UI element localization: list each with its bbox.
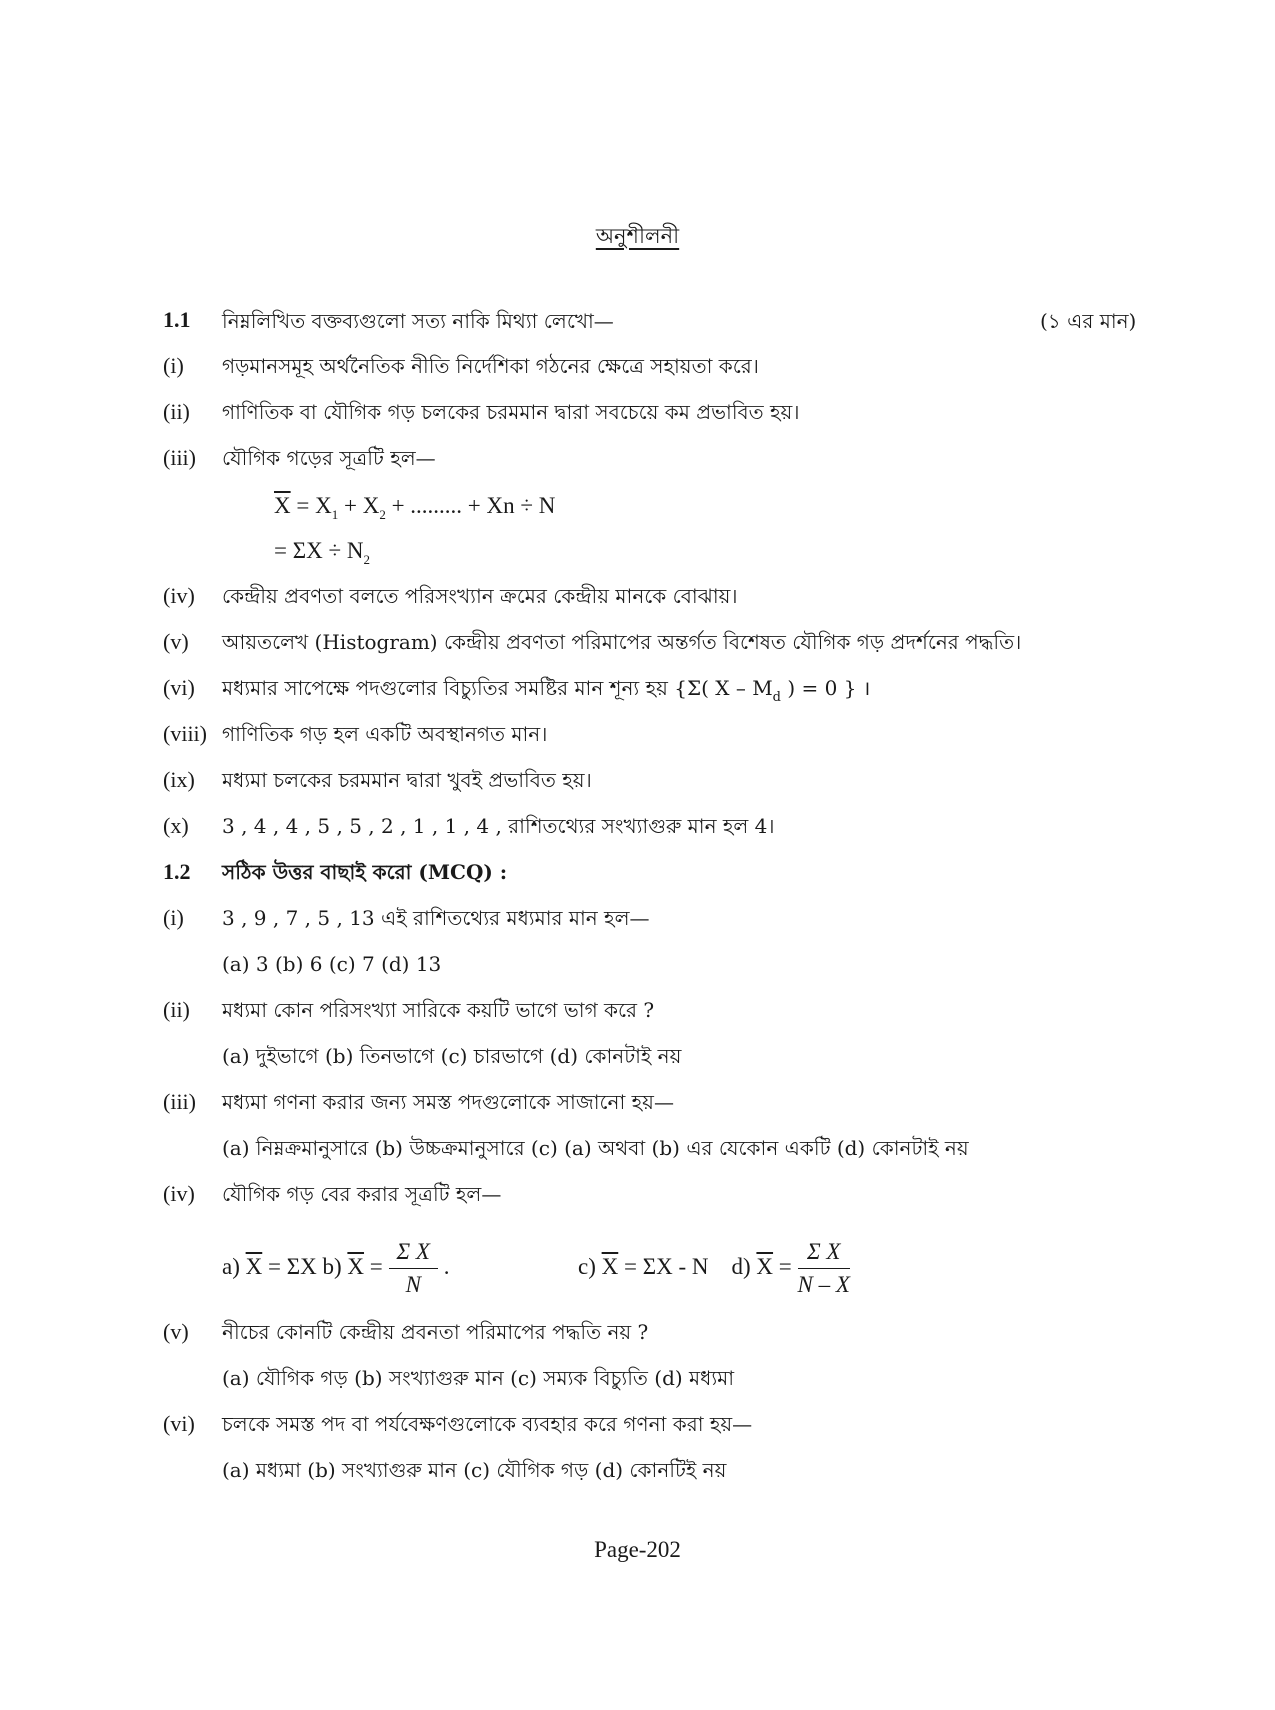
section-1-2-number: 1.2 bbox=[163, 859, 191, 884]
question-label: (i) bbox=[163, 905, 184, 930]
question-text: যৌগিক গড় বের করার সূত্রটি হল— bbox=[222, 1182, 502, 1206]
page-number: Page-202 bbox=[594, 1537, 681, 1562]
item-label: (vi) bbox=[163, 675, 195, 700]
question-text: চলকে সমস্ত পদ বা পর্যবেক্ষণগুলোকে ব্যবহার করে গণনা করা হয়— bbox=[222, 1412, 753, 1436]
question-label: (iii) bbox=[163, 1089, 196, 1114]
question-text: 3 , 9 , 7 , 5 , 13 এই রাশিতথ্যের মধ্যমার মান হল— bbox=[222, 906, 650, 930]
statement-text: মধ্যমা চলকের চরমমান দ্বারা খুবই প্রভাবিত হয়। bbox=[222, 768, 592, 792]
formula-line-2: = $\Sigma X \div N_2$ bbox=[274, 538, 370, 567]
section-1-1-number: 1.1 bbox=[163, 307, 191, 332]
question-text: মধ্যমা গণনা করার জন্য সমস্ত পদগুলোকে সাজানো হয়— bbox=[222, 1090, 674, 1114]
question-options: (a) দুইভাগে (b) তিনভাগে (c) চারভাগে (d) কোনটাই নয় bbox=[222, 1044, 682, 1068]
question-text: নীচের কোনটি কেন্দ্রীয় প্রবনতা পরিমাপের পদ্ধতি নয় ? bbox=[222, 1320, 649, 1344]
question-options: (a) নিম্নক্রমানুসারে (b) উচ্চক্রমানুসারে (c) (a) অথবা (b) এর যেকোন একটি (d) কোনটাই নয় bbox=[222, 1136, 969, 1160]
statement-text: গাণিতিক গড় হল একটি অবস্থানগত মান। bbox=[222, 722, 548, 746]
item-label: (x) bbox=[163, 813, 189, 838]
question-label: (ii) bbox=[163, 997, 190, 1022]
statement-text: আয়তলেখ (Histogram) কেন্দ্রীয় প্রবণতা পরিমাপের অন্তর্গত বিশেষত যৌগিক গড় প্রদর্শনের পদ্ধতি। bbox=[222, 630, 1022, 654]
page-title: অনুশীলনী bbox=[595, 224, 680, 248]
formula-options-ab: a) $\overline{X} = \Sigma X$ b) $\overline{X}$ = $\frac{\text{Σ X}}{N}$ . bbox=[222, 1232, 449, 1302]
fraction-b: $\frac{\text{Σ X}}{N}$ bbox=[389, 1236, 438, 1301]
question-text: মধ্যমা কোন পরিসংখ্যা সারিকে কয়টি ভাগে ভাগ করে ? bbox=[222, 998, 655, 1022]
formula-line-1: $\overline{X} = X_1 + X_2$ + ......... + Xn ÷ N bbox=[274, 493, 556, 522]
item-label: (viii) bbox=[163, 721, 207, 746]
question-label: (iv) bbox=[163, 1181, 195, 1206]
question-options: (a) যৌগিক গড় (b) সংখ্যাগুরু মান (c) সম্যক বিচ্যুতি (d) মধ্যমা bbox=[222, 1366, 735, 1390]
item-label: (i) bbox=[163, 353, 184, 378]
item-label: (v) bbox=[163, 629, 189, 654]
statement-text: গাণিতিক বা যৌগিক গড় চলকের চরমমান দ্বারা সবচেয়ে কম প্রভাবিত হয়। bbox=[222, 400, 800, 424]
question-options: (a) মধ্যমা (b) সংখ্যাগুরু মান (c) যৌগিক গড় (d) কোনটিই নয় bbox=[222, 1458, 727, 1482]
question-options: (a) 3 (b) 6 (c) 7 (d) 13 bbox=[222, 952, 442, 976]
statement-text: কেন্দ্রীয় প্রবণতা বলতে পরিসংখ্যান ক্রমের কেন্দ্রীয় মানকে বোঝায়। bbox=[222, 584, 738, 608]
statement-text: 3 , 4 , 4 , 5 , 5 , 2 , 1 , 1 , 4 , রাশিতথ্যের সংখ্যাগুরু মান হল 4। bbox=[222, 814, 775, 838]
item-label: (ix) bbox=[163, 767, 195, 792]
statement-text: গড়মানসমূহ অর্থনৈতিক নীতি নির্দেশিকা গঠনের ক্ষেত্রে সহায়তা করে। bbox=[222, 354, 759, 378]
question-label: (vi) bbox=[163, 1411, 195, 1436]
section-1-1-marks: (১ এর মান) bbox=[1040, 309, 1137, 333]
item-label: (ii) bbox=[163, 399, 190, 424]
section-1-2-heading: সঠিক উত্তর বাছাই করো (MCQ) : bbox=[222, 860, 508, 884]
section-1-1-heading: নিম্নলিখিত বক্তব্যগুলো সত্য নাকি মিথ্যা লেখো— bbox=[222, 309, 614, 333]
item-label: (iv) bbox=[163, 583, 195, 608]
statement-text: যৌগিক গড়ের সূত্রটি হল— bbox=[222, 446, 436, 470]
item-label: (iii) bbox=[163, 445, 196, 470]
statement-text: মধ্যমার সাপেক্ষে পদগুলোর বিচ্যুতির সমষ্টির মান শূন্য হয় {Σ( X – $M_d$ ) = 0 } । bbox=[222, 676, 871, 705]
question-label: (v) bbox=[163, 1319, 189, 1344]
fraction-d: $\frac{\text{Σ X}}{N - X}$ bbox=[798, 1236, 850, 1301]
formula-options-cd: c) $\overline{X} = \Sigma X - N$ d) $\overline{X}$ = $\frac{\text{Σ X}}{N - X}$ bbox=[578, 1232, 850, 1302]
